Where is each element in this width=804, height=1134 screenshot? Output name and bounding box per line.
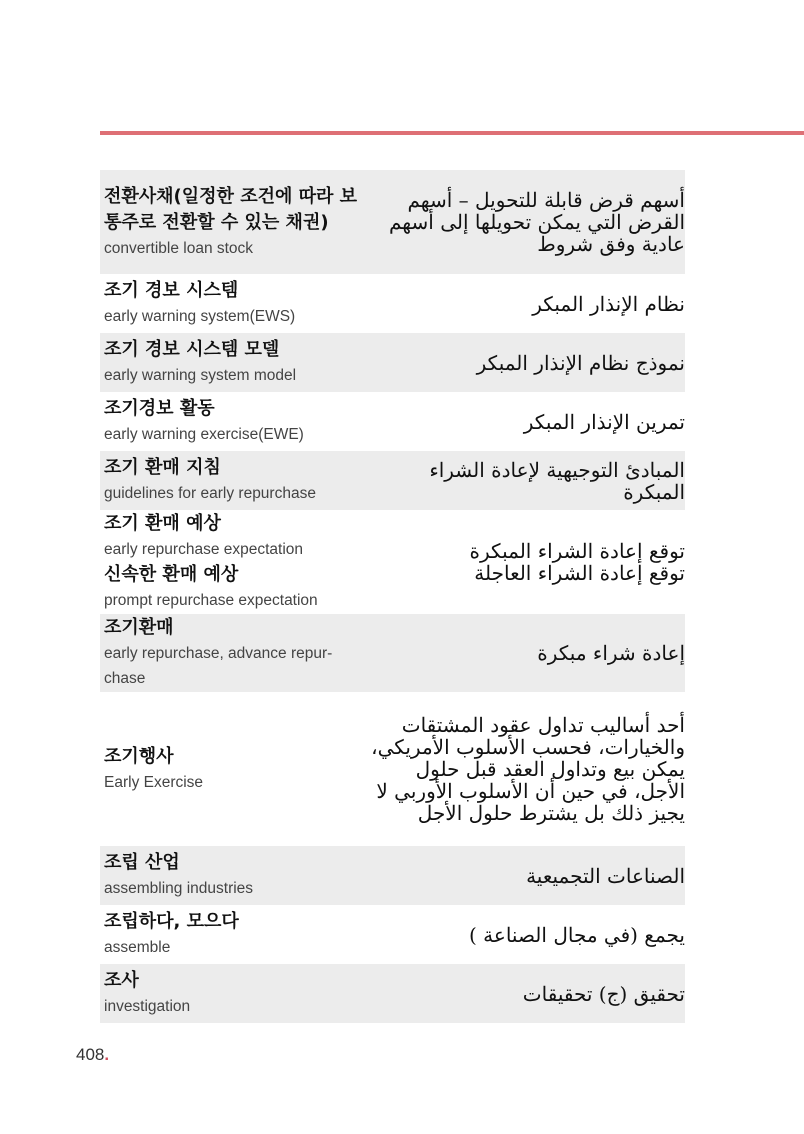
english-term: assemble [104, 939, 171, 956]
korean-term: 조립 산업 [104, 852, 180, 873]
term-cell [104, 511, 362, 613]
english-term: early warning system model [104, 367, 297, 384]
page-number [76, 1045, 109, 1065]
english-term: early repurchase expectation [104, 541, 304, 558]
term-cell [104, 396, 362, 447]
arabic-translation: نموذج نظام الإنذار المبكر [476, 350, 685, 375]
glossary-row [100, 614, 685, 692]
arabic-translation: أسهم قرض قابلة للتحويل – أسهم القرض التي يمكن تحويلها إلى أسهم عادية وفق شروط [389, 188, 685, 256]
glossary-row [100, 692, 685, 846]
term-cell [104, 184, 362, 261]
english-term: investigation [104, 998, 191, 1015]
top-accent-rule [100, 131, 804, 135]
english-term: early repurchase, advance repur-chase [104, 645, 333, 687]
glossary-row [100, 392, 685, 451]
korean-term: 조기환매 [104, 617, 174, 638]
glossary-row [100, 274, 685, 333]
arabic-translation: أحد أساليب تداول عقود المشتقات والخيارات، فحسب الأسلوب الأمريكي، يمكن بيع وتداول العقد قبل حلول الأجل، في حين أن الأسلوب الأوربي لا يجيز ذلك بل يشترط حلول الأجل [371, 713, 685, 825]
korean-term: 조기 경보 시스템 [104, 280, 239, 301]
arabic-translation: نظام الإنذار المبكر [532, 291, 685, 316]
term-cell [104, 337, 362, 388]
korean-term: 조기행사 [104, 745, 174, 767]
arabic-translation: إعادة شراء مبكرة [537, 641, 685, 665]
korean-term: 전환사채(일정한 조건에 따라 보통주로 전환할 수 있는 채권) [104, 185, 358, 233]
term-cell [104, 850, 362, 901]
term-cell [104, 909, 362, 960]
english-term: convertible loan stock [104, 239, 254, 257]
english-term: assembling industries [104, 880, 254, 897]
arabic-translation: تحقيق (ج) تحقيقات [522, 981, 685, 1006]
glossary-row [100, 170, 685, 274]
korean-term: 조기 환매 예상 [104, 513, 221, 534]
korean-term-alt: 신속한 환매 예상 [104, 564, 239, 585]
korean-term: 조립하다, 모으다 [104, 911, 239, 932]
english-term: early warning exercise(EWE) [104, 426, 304, 443]
arabic-translation: يجمع (في مجال الصناعة ) [469, 922, 685, 947]
term-cell [104, 968, 362, 1019]
glossary-row [100, 905, 685, 964]
english-term: early warning system(EWS) [104, 308, 296, 325]
glossary-row [100, 510, 685, 614]
korean-term: 조기경보 활동 [104, 398, 215, 419]
arabic-translation: توقع إعادة الشراء المبكرة [469, 539, 685, 563]
arabic-translation: المبادئ التوجيهية لإعادة الشراء المبكرة [429, 457, 685, 504]
page-number-text: 408 [76, 1045, 105, 1064]
korean-term: 조기 환매 지침 [104, 457, 221, 478]
english-term-alt: prompt repurchase expectation [104, 592, 318, 609]
english-term: guidelines for early repurchase [104, 485, 316, 502]
arabic-translation: الصناعات التجميعية [526, 863, 685, 888]
glossary-row [100, 451, 685, 510]
korean-term: 조사 [104, 970, 139, 991]
glossary-row [100, 964, 685, 1023]
arabic-translation-alt: توقع إعادة الشراء العاجلة [474, 561, 685, 585]
page-number-dot: . [104, 1045, 110, 1064]
arabic-translation: تمرين الإنذار المبكر [523, 409, 685, 434]
arabic-translation-cell [362, 540, 685, 584]
term-cell [104, 744, 362, 795]
term-cell [104, 615, 362, 691]
glossary-row [100, 846, 685, 905]
korean-term: 조기 경보 시스템 모델 [104, 339, 280, 360]
term-cell [104, 278, 362, 329]
glossary-row [100, 333, 685, 392]
glossary-table [100, 170, 685, 1023]
term-cell [104, 455, 362, 506]
english-term: Early Exercise [104, 773, 204, 791]
